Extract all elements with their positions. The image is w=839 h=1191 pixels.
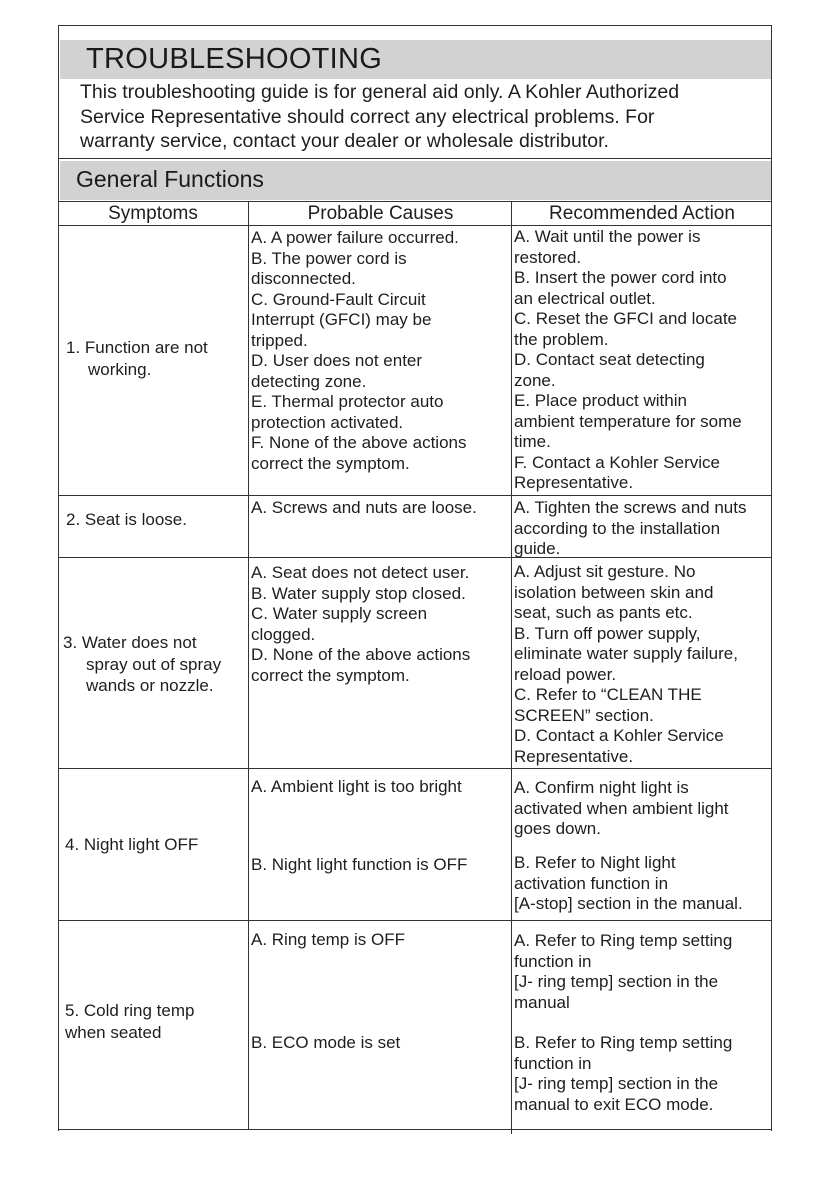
section-title: General Functions (76, 166, 264, 192)
table-row-4-action-b (514, 853, 772, 915)
action-line: eliminate water supply failure, (514, 644, 738, 663)
action-line: zone. (514, 370, 556, 390)
action-line: A. Confirm night light is (514, 778, 689, 797)
table-row-4-symptom (65, 834, 198, 856)
table-row-1-symptom (66, 337, 208, 380)
cause-line: B. Night light function is OFF (251, 855, 468, 874)
action-line: an electrical outlet. (514, 288, 656, 308)
table-row-4-cause-a (251, 777, 509, 798)
action-line: B. Insert the power cord into (514, 268, 727, 287)
cause-line: D. None of the above actions (251, 645, 471, 664)
intro-line: Service Representative should correct any electrical problems. For (80, 105, 655, 128)
action-line: F. Contact a Kohler Service (514, 452, 720, 472)
symptom-line: working. (88, 359, 152, 379)
table-row-5-symptom (65, 1000, 194, 1043)
table-row-5-action-a (514, 931, 772, 1013)
symptom-line: spray out of spray (86, 654, 222, 674)
intro-line: This troubleshooting guide is for general aid only. A Kohler Authorized (80, 81, 680, 103)
cause-line: E. Thermal protector auto (251, 392, 444, 411)
column-divider (511, 201, 512, 1134)
table-row-3-causes (251, 563, 509, 686)
cause-line: tripped. (251, 330, 308, 350)
action-line: [A-stop] section in the manual. (514, 894, 743, 913)
table-row-3-symptom (63, 632, 221, 697)
table-row-1-causes (251, 228, 509, 474)
cause-line: clogged. (251, 624, 316, 644)
table-row-5-cause-b (251, 1033, 509, 1054)
divider (58, 158, 772, 159)
table-row-5-action-b (514, 1033, 772, 1115)
cause-line: C. Ground-Fault Circuit (251, 289, 426, 309)
action-line: goes down. (514, 819, 601, 838)
cause-line: B. ECO mode is set (251, 1033, 401, 1052)
action-line: seat, such as pants etc. (514, 603, 693, 622)
cause-line: protection activated. (251, 412, 404, 432)
row-border (58, 920, 772, 921)
cause-line: C. Water supply screen (251, 604, 428, 623)
cause-line: B. Water supply stop closed. (251, 583, 466, 603)
cause-line: B. The power cord is (251, 248, 407, 268)
symptom-line: 5. Cold ring temp (65, 1001, 195, 1020)
table-row-4-action-a (514, 778, 772, 840)
column-divider (248, 201, 249, 1130)
symptom-line: 3. Water does not (63, 633, 197, 652)
table-row-5-cause-a (251, 930, 509, 951)
symptom-line: 1. Function are not (66, 338, 208, 357)
page-title: TROUBLESHOOTING (86, 43, 383, 75)
cause-line: A. Seat does not detect user. (251, 563, 470, 582)
action-line: B. Refer to Ring temp setting (514, 1033, 733, 1052)
action-line: according to the installation (514, 518, 721, 538)
action-line: A. Tighten the screws and nuts (514, 498, 747, 517)
action-line: A. Wait until the power is (514, 227, 701, 246)
action-line: Representative. (514, 746, 634, 766)
cause-line: A. Ambient light is too bright (251, 777, 462, 796)
cause-line: A. A power failure occurred. (251, 228, 459, 247)
cause-line: disconnected. (251, 269, 356, 288)
cause-line: Interrupt (GFCI) may be (251, 310, 432, 329)
action-line: manual (514, 992, 570, 1012)
action-line: E. Place product within (514, 391, 687, 410)
action-line: B. Turn off power supply, (514, 623, 701, 643)
action-line: A. Refer to Ring temp setting (514, 931, 733, 950)
column-header-causes: Probable Causes (307, 203, 454, 224)
action-line: C. Reset the GFCI and locate (514, 309, 737, 328)
intro-text (80, 80, 760, 154)
symptom-line: 2. Seat is loose. (66, 510, 187, 529)
column-header-symptoms: Symptoms (108, 203, 198, 224)
action-line: [J- ring temp] section in the (514, 1074, 719, 1093)
table-row-1-actions (514, 227, 772, 494)
action-line: D. Contact a Kohler Service (514, 726, 724, 745)
action-line: function in (514, 951, 592, 971)
row-border (58, 768, 772, 769)
cause-line: detecting zone. (251, 371, 367, 391)
intro-line: warranty service, contact your dealer or wholesale distributor. (80, 130, 609, 152)
action-line: function in (514, 1053, 592, 1073)
cause-line: F. None of the above actions (251, 433, 467, 452)
action-line: ambient temperature for some (514, 411, 742, 431)
action-line: reload power. (514, 664, 617, 684)
action-line: A. Adjust sit gesture. No (514, 562, 696, 581)
action-line: isolation between skin and (514, 582, 714, 602)
action-line: SCREEN” section. (514, 705, 654, 725)
row-border (58, 495, 772, 496)
table-row-4-cause-b (251, 855, 509, 876)
action-line: activation function in (514, 873, 669, 893)
action-line: [J- ring temp] section in the (514, 972, 719, 991)
table-row-2-symptom (66, 509, 187, 531)
symptom-line: when seated (65, 1022, 162, 1042)
table-row-2-causes (251, 498, 509, 519)
symptom-line: wands or nozzle. (86, 676, 214, 695)
table-row-2-actions (514, 498, 772, 560)
action-line: manual to exit ECO mode. (514, 1094, 714, 1114)
cause-line: correct the symptom. (251, 453, 410, 473)
action-line: time. (514, 432, 551, 451)
action-line: the problem. (514, 329, 609, 349)
action-line: Representative. (514, 473, 634, 492)
action-line: restored. (514, 247, 582, 267)
table-row-3-actions (514, 562, 772, 767)
action-line: B. Refer to Night light (514, 853, 676, 872)
cause-line: correct the symptom. (251, 665, 410, 685)
action-line: guide. (514, 539, 561, 558)
cause-line: A. Screws and nuts are loose. (251, 498, 477, 517)
cause-line: D. User does not enter (251, 351, 423, 370)
action-line: D. Contact seat detecting (514, 350, 705, 369)
action-line: activated when ambient light (514, 798, 729, 818)
cause-line: A. Ring temp is OFF (251, 930, 405, 949)
action-line: C. Refer to “CLEAN THE (514, 685, 702, 704)
column-header-actions: Recommended Action (549, 203, 735, 224)
table-bottom-border (58, 1129, 772, 1130)
symptom-line: 4. Night light OFF (65, 835, 199, 854)
